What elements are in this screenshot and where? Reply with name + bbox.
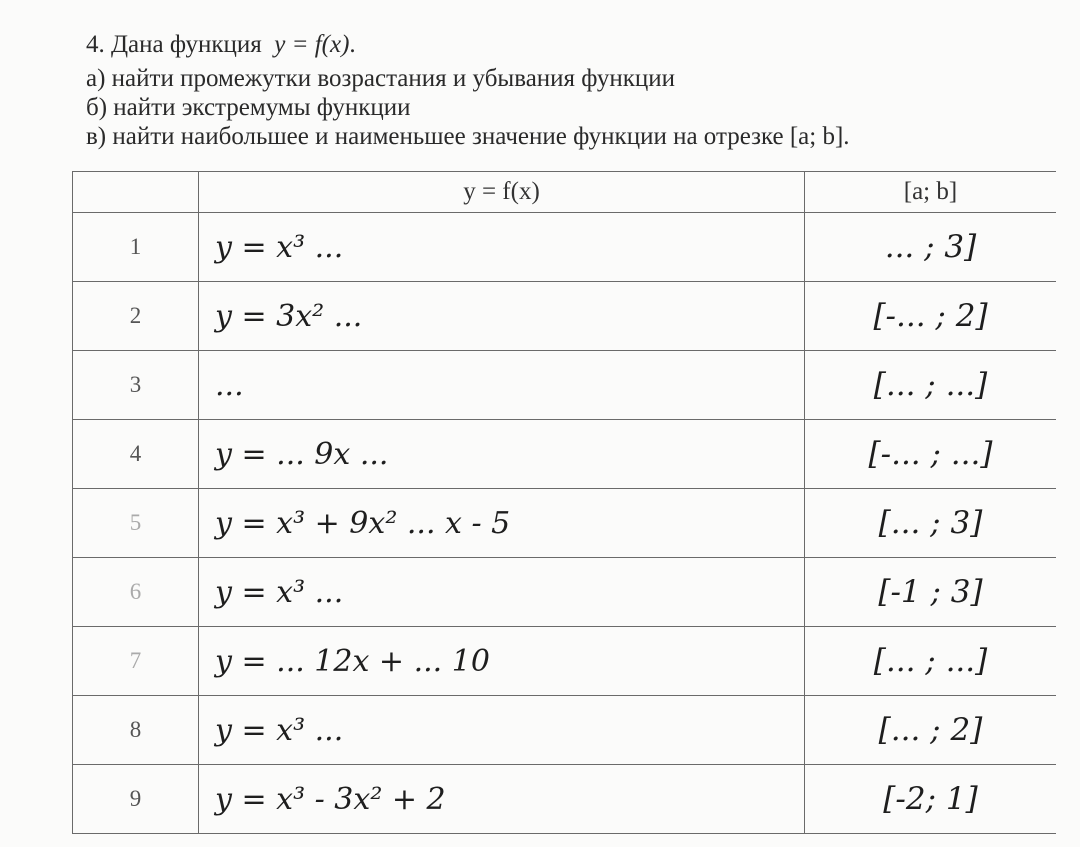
row-segment: ... ; 3] xyxy=(805,213,1057,282)
header-number xyxy=(73,172,199,213)
table-row xyxy=(73,420,1057,489)
row-function: y = ... 9x ... xyxy=(199,420,805,489)
row-number: 3 xyxy=(73,351,199,420)
row-number: 2 xyxy=(73,282,199,351)
task-title-suffix: . xyxy=(349,31,356,58)
row-segment: [-1 ; 3] xyxy=(805,558,1057,627)
row-segment: [-... ; 2] xyxy=(805,282,1057,351)
table-row xyxy=(73,213,1057,282)
row-number: 9 xyxy=(73,765,199,834)
table-row xyxy=(73,765,1057,834)
row-segment: [... ; 3] xyxy=(805,489,1057,558)
table-header-row xyxy=(73,172,1057,213)
task-title-prefix: 4. Дана функция xyxy=(86,31,262,58)
row-number: 7 xyxy=(73,627,199,696)
variants-table-container xyxy=(72,171,1056,847)
row-segment: [... ; 2] xyxy=(805,696,1057,765)
row-number: 8 xyxy=(73,696,199,765)
row-number: 6 xyxy=(73,558,199,627)
task-block xyxy=(86,28,1076,151)
table-row xyxy=(73,627,1057,696)
row-function: y = x³ + 9x² ... x - 5 xyxy=(199,489,805,558)
row-number: 4 xyxy=(73,420,199,489)
row-segment: [... ; ...] xyxy=(805,627,1057,696)
row-function: y = x³ ... xyxy=(199,696,805,765)
row-function: y = x³ ... xyxy=(199,213,805,282)
header-segment: [a; b] xyxy=(805,172,1057,213)
row-function: y = x³ - 3x² + 2 xyxy=(199,765,805,834)
row-function: y = x³ ... xyxy=(199,558,805,627)
task-title-function: y = f(x) xyxy=(274,31,350,58)
variants-table xyxy=(72,171,1056,834)
row-function: ... xyxy=(199,351,805,420)
table-row xyxy=(73,558,1057,627)
table-row xyxy=(73,351,1057,420)
row-function: y = 3x² ... xyxy=(199,282,805,351)
task-item-b: б) найти экстремумы функции xyxy=(86,94,411,121)
header-function: y = f(x) xyxy=(199,172,805,213)
row-segment: [... ; ...] xyxy=(805,351,1057,420)
table-row xyxy=(73,282,1057,351)
row-number: 5 xyxy=(73,489,199,558)
row-function: y = ... 12x + ... 10 xyxy=(199,627,805,696)
row-segment: [-2; 1] xyxy=(805,765,1057,834)
table-row xyxy=(73,489,1057,558)
row-number: 1 xyxy=(73,213,199,282)
row-segment: [-... ; ...] xyxy=(805,420,1057,489)
task-item-c: в) найти наибольшее и наименьшее значение функции на отрезке [a; b]. xyxy=(86,123,850,150)
task-title xyxy=(86,28,1076,64)
task-item-a: а) найти промежутки возрастания и убывания функции xyxy=(86,65,676,92)
table-row xyxy=(73,696,1057,765)
